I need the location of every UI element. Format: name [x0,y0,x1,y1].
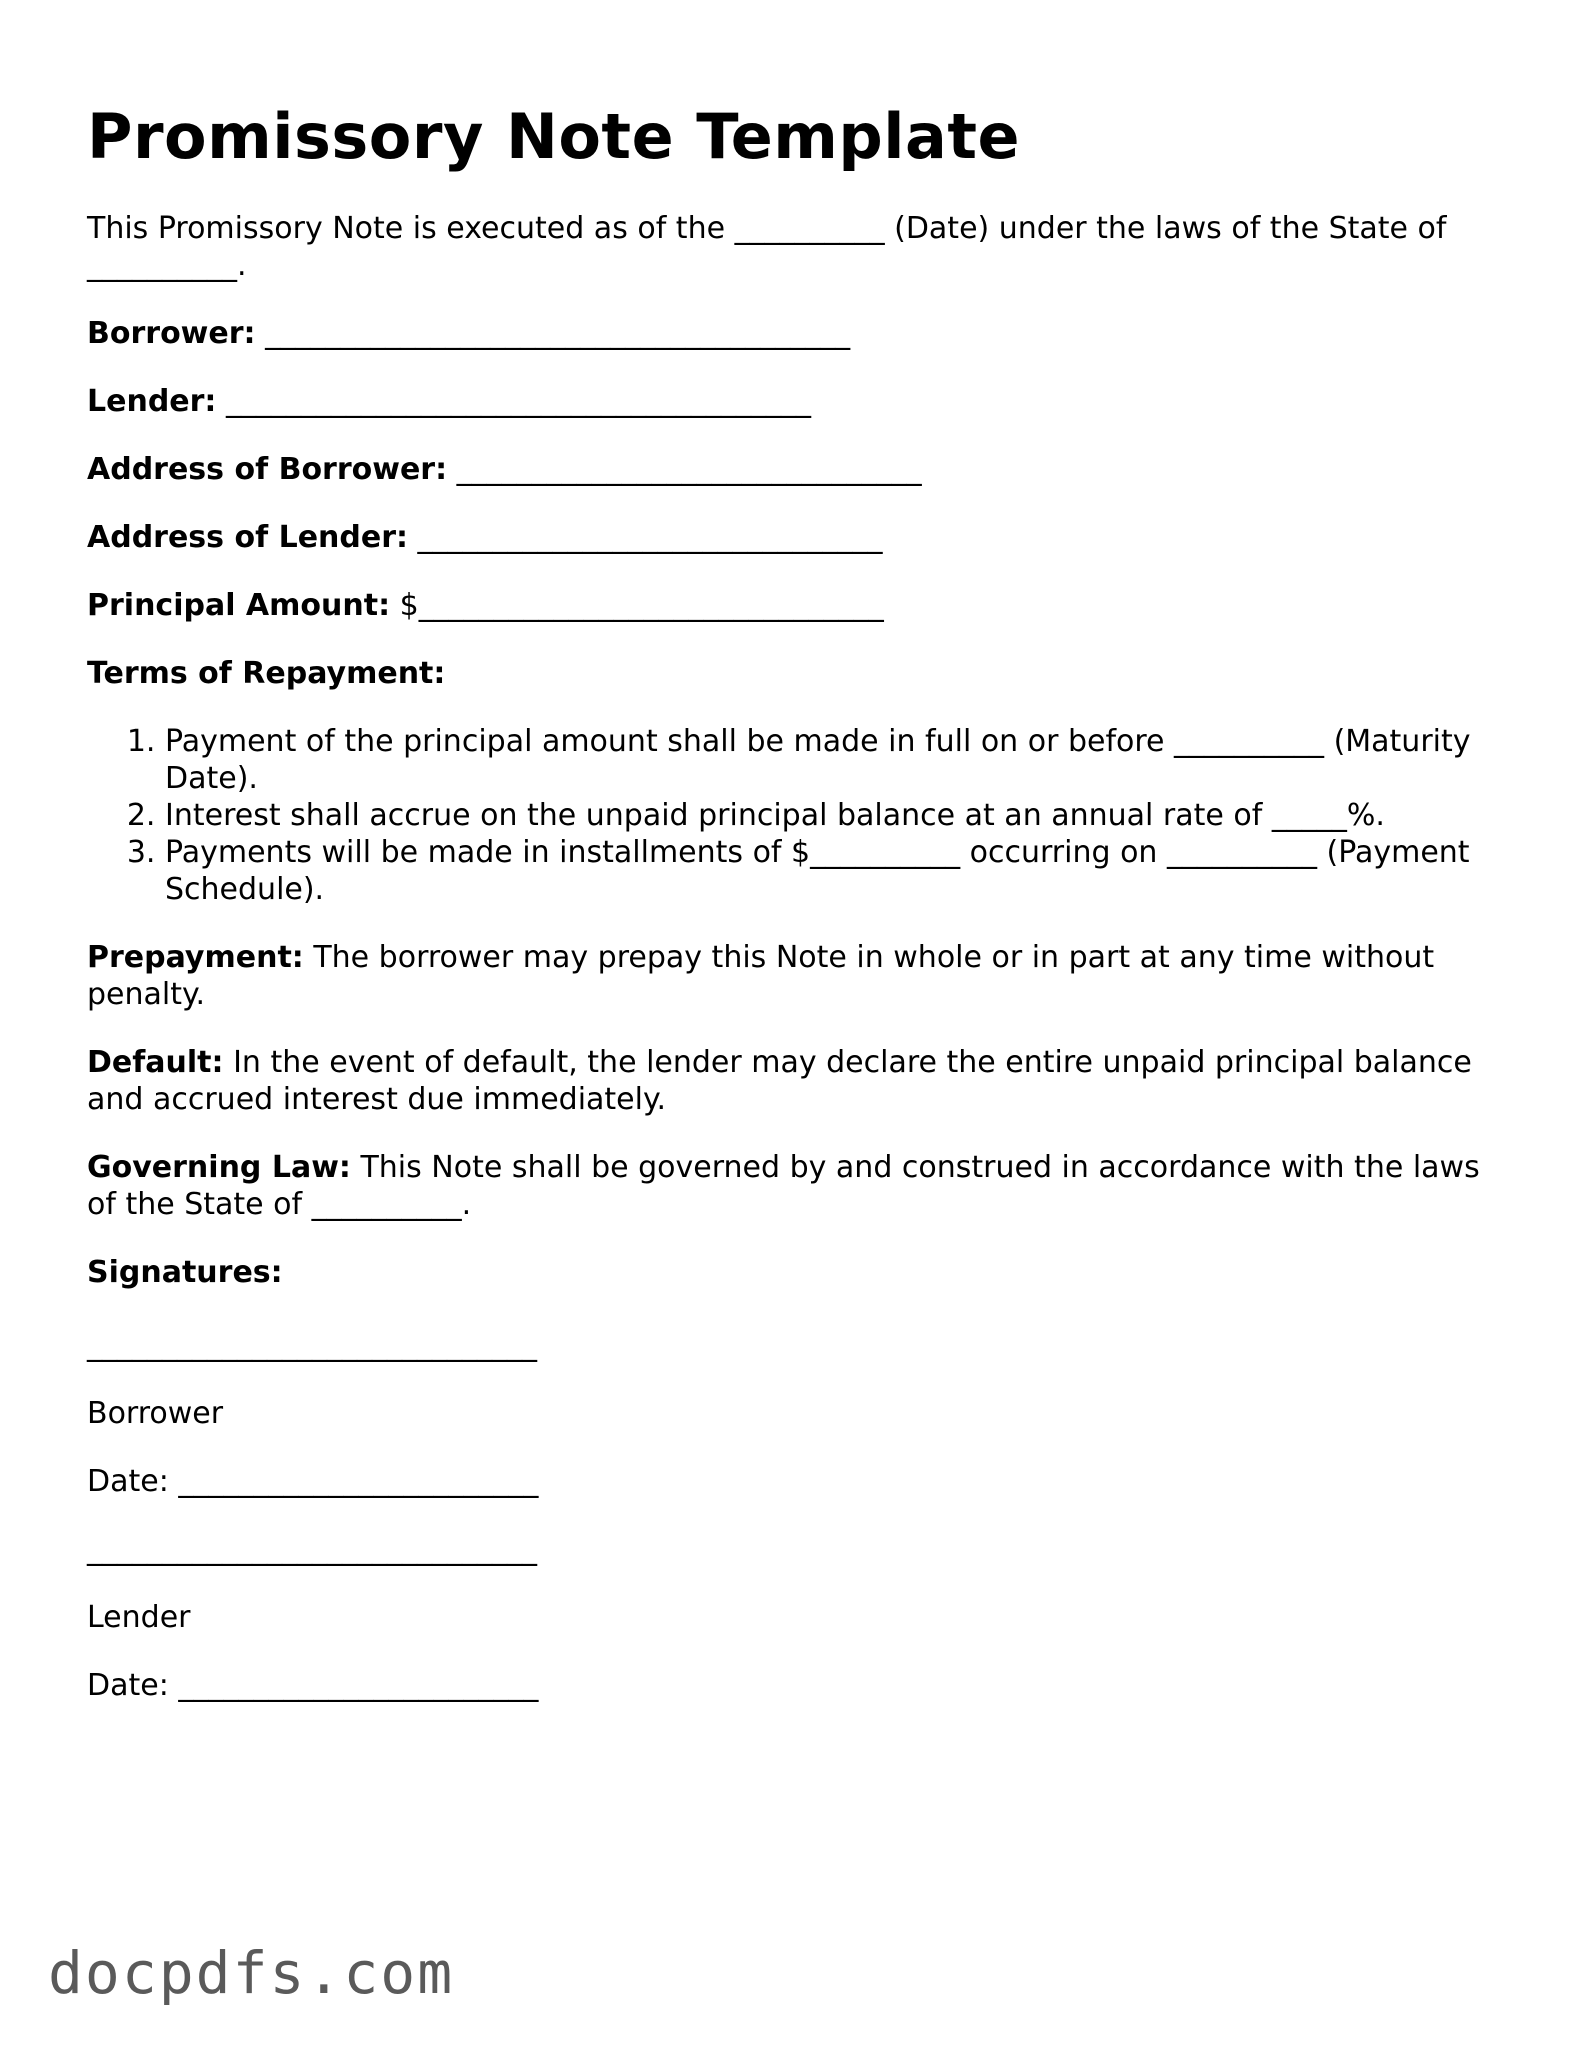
borrower-label: Borrower: [87,316,256,352]
principal-amount-blank: $_______________________________ [390,588,884,624]
default-text: In the event of default, the lender may declare the entire unpaid principal balance and accrued interest due immediately. [87,1045,1472,1118]
prepayment-text: The borrower may prepay this Note in whole or in part at any time without penalty. [87,940,1435,1013]
document-title: Promissory Note Template [87,100,1021,173]
borrower-address-blank: _______________________________ [447,452,922,488]
principal-amount-label: Principal Amount: [87,588,391,624]
borrower-signature-label: Borrower [87,1396,224,1432]
terms-item-2: 2. Interest shall accrue on the unpaid principal balance at an annual rate of _____%. [165,797,1507,834]
terms-item-1: 1. Payment of the principal amount shall be made in full on or before __________ (Maturity Date). [165,723,1507,797]
lender-label: Lender: [87,384,217,420]
default-label: Default: [87,1045,224,1081]
borrower-address-field [87,451,1507,488]
lender-address-label: Address of Lender: [87,520,409,556]
default-clause [87,1044,1507,1118]
terms-heading [87,655,1507,692]
terms-item-3: 3. Payments will be made in installments of $__________ occurring on __________ (Payment Schedule). [165,834,1507,908]
signatures-heading [87,1254,1507,1291]
prepayment-label: Prepayment: [87,940,304,976]
lender-field [87,383,1507,420]
lender-address-blank: _______________________________ [408,520,883,556]
governing-law-clause [87,1149,1507,1223]
lender-signature-date: Date: ________________________ [87,1668,539,1704]
terms-list [87,723,1507,908]
watermark: docpdfs.com [48,1939,455,2007]
document-page [87,100,1507,1704]
intro-paragraph: This Promissory Note is executed as of the __________ (Date) under the laws of the State of __________. [87,211,1447,284]
borrower-signature-line: ______________________________ [87,1328,537,1364]
signatures-heading-text: Signatures: [87,1255,283,1291]
lender-address-field [87,519,1507,556]
governing-law-text: This Note shall be governed by and construed in accordance with the laws of the State of __________. [87,1150,1480,1223]
borrower-field [87,315,1507,352]
borrower-signature-date: Date: ________________________ [87,1464,539,1500]
borrower-address-label: Address of Borrower: [87,452,448,488]
lender-signature-label: Lender [87,1600,191,1636]
lender-signature-line: ______________________________ [87,1532,537,1568]
lender-blank: _______________________________________ [216,384,811,420]
borrower-blank: _______________________________________ [255,316,851,352]
principal-amount-field [87,587,1507,624]
prepayment-clause [87,939,1507,1013]
governing-law-label: Governing Law: [87,1150,351,1186]
terms-heading-text: Terms of Repayment: [87,656,446,692]
